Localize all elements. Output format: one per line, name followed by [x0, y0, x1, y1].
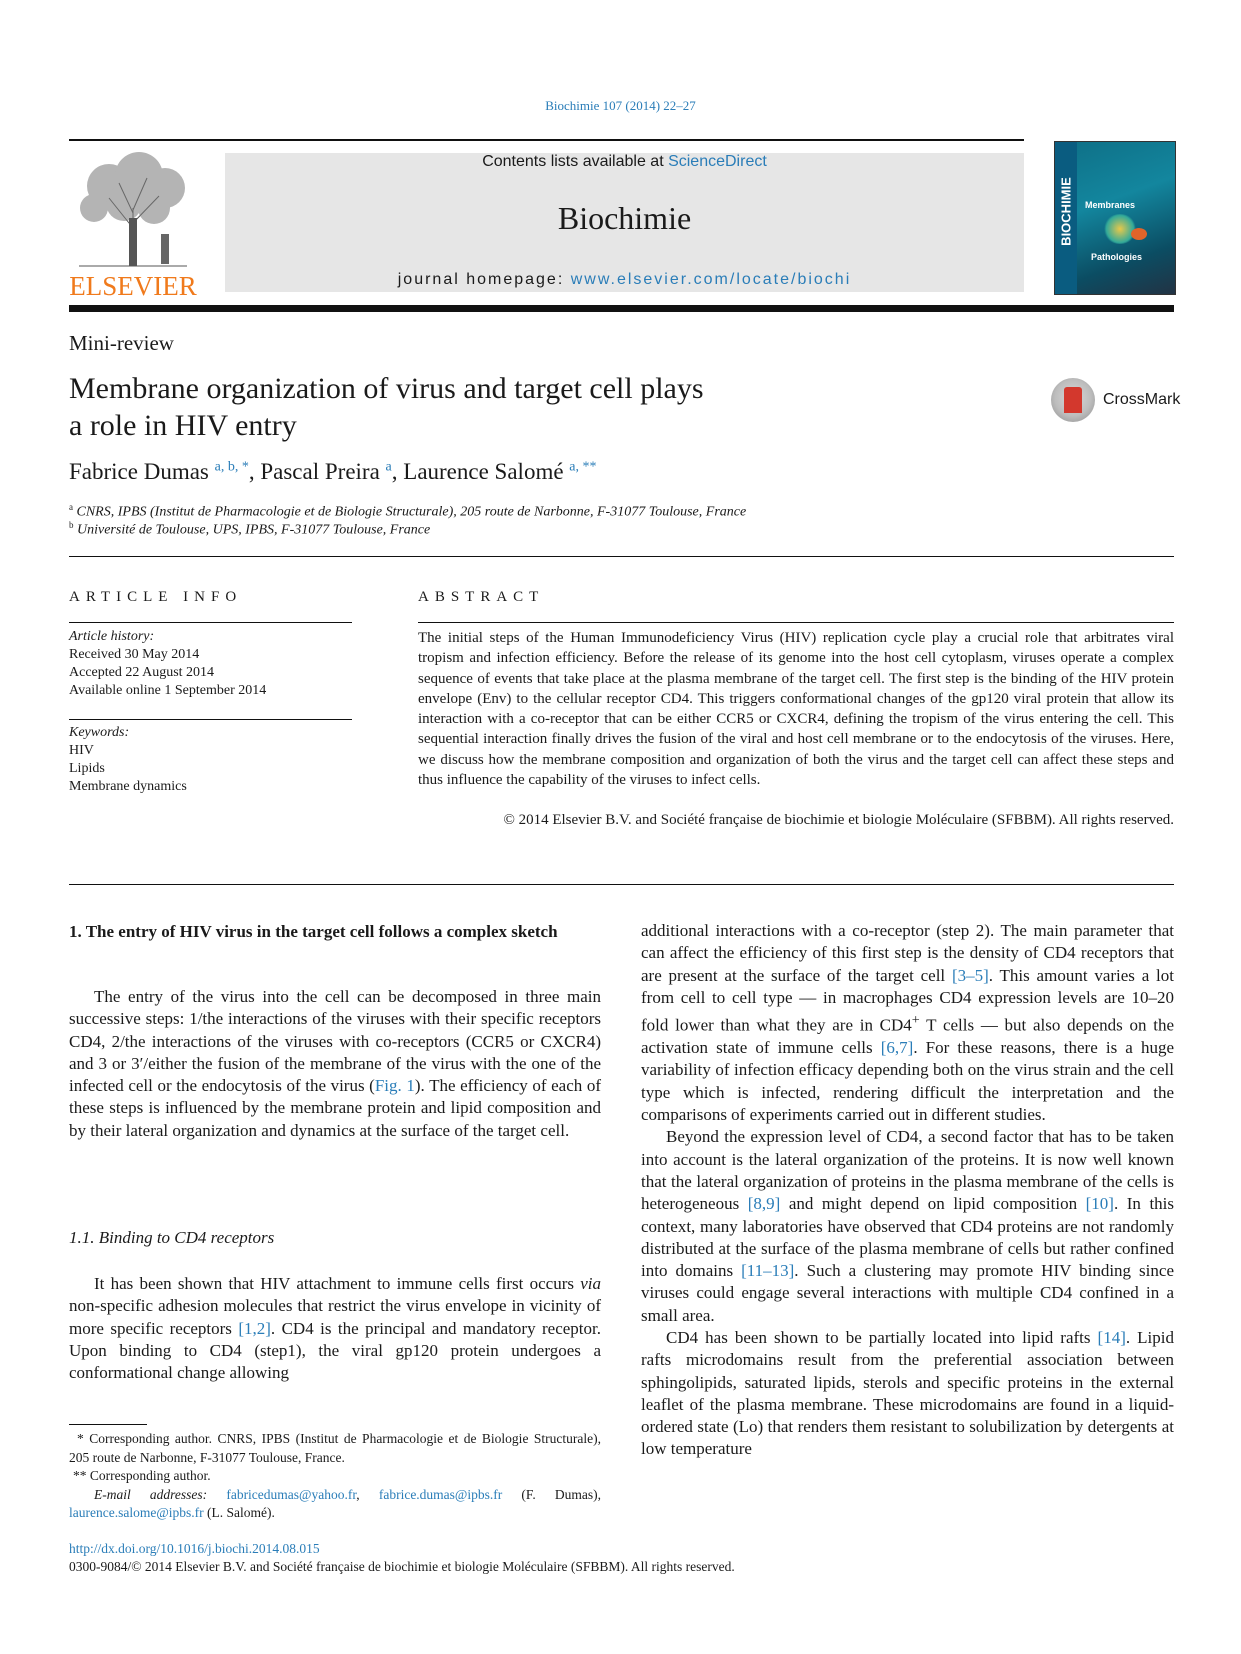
section-rule [69, 556, 1174, 557]
article-title: Membrane organization of virus and target cell plays a role in HIV entry [69, 372, 704, 442]
email-link[interactable]: laurence.salome@ipbs.fr [69, 1505, 204, 1520]
cover-title-bottom: Pathologies [1091, 252, 1143, 262]
subsection-heading: 1.1. Binding to CD4 receptors [69, 1228, 275, 1247]
footnote: * Corresponding author. CNRS, IPBS (Institut de Pharmacologie et de Biologie Structurale), 205 route de Narbonne, F-31077 Toulouse, France. [69, 1431, 601, 1465]
cover-orange-shape [1131, 228, 1147, 240]
article-info-heading: ARTICLE INFO [69, 589, 243, 605]
abstract-rule [418, 622, 1174, 623]
citation-link[interactable]: [3–5] [951, 965, 989, 985]
keyword: Lipids [69, 761, 105, 776]
keyword: HIV [69, 743, 94, 758]
homepage-link[interactable]: www.elsevier.com/locate/biochi [570, 271, 852, 288]
affiliation: $^a$ CNRS, IPBS (Institut de Pharmacologie et de Biologie Structurale), 205 route de Narbonne, F-31077 Toulouse, France [69, 502, 747, 520]
keyword: Membrane dynamics [69, 779, 187, 794]
body-paragraph: The entry of the virus into the cell can be decomposed in three main successive steps: 1/the interactions of the viruses with their specific receptors CD4, 2/the interactions of the viruses with co-receptors (CCR5 or CXCR4) and 3 or 3′/either the fusion of the membrane of the virus with the one of the infected cell or the endocytosis of the virus (Fig. 1). The efficiency of each of these steps is influenced by the membrane protein and lipid composition and by their lateral organization and dynamics at the surface of the target cell. [69, 987, 601, 1140]
author-name: Laurence Salomé [403, 459, 564, 484]
figure-reference-link[interactable]: Fig. 1 [374, 1076, 415, 1096]
history-label: Article history: [69, 629, 155, 644]
author-list: Fabrice Dumas $^{a, b, *}$, Pascal Preira $^a$, Laurence Salomé $^{a, **}$ [69, 459, 597, 484]
body-paragraph: It has been shown that HIV attachment to immune cells first occurs via non-specific adhesion molecules that restrict the virus envelope in vicinity of more specific receptors [1,2]. CD4 is the principal and mandatory receptor. Upon binding to CD4 (step1), the viral gp120 protein undergoes a conformational change allowing [69, 1274, 601, 1383]
right-column [641, 920, 1174, 1461]
header-rule [69, 139, 1024, 141]
journal-cover-image[interactable] [1054, 141, 1176, 295]
citation-link[interactable]: [10] [1085, 1194, 1114, 1214]
sciencedirect-link[interactable]: ScienceDirect [668, 153, 767, 170]
citation-link[interactable]: [8,9] [747, 1194, 781, 1214]
cover-emblem-icon [1103, 214, 1137, 244]
body-rule [69, 884, 1174, 885]
contents-line: Contents lists available at ScienceDirect [482, 153, 767, 170]
cover-title-top: Membranes [1085, 200, 1136, 210]
keywords-label: Keywords: [69, 725, 130, 740]
body-paragraph: CD4 has been shown to be partially located into lipid rafts [14]. Lipid rafts microdomains result from the preferential association between sphingolipids, saturated lipids, sterols and specific proteins in the external leaflet of the plasma membrane. These microdomains are found in a liquid-ordered state (Lo) that renders them resistant to solubilization by detergents at low temperature [641, 1328, 1174, 1459]
footnotes [69, 1430, 601, 1523]
received-date: Received 30 May 2014 [69, 647, 200, 662]
email-link[interactable]: fabrice.dumas@ipbs.fr [378, 1486, 503, 1502]
accepted-date: Accepted 22 August 2014 [69, 665, 215, 680]
author-affiliation-marks[interactable]: a, b, * [214, 459, 249, 475]
citation-link[interactable]: [1,2] [238, 1318, 271, 1338]
section-heading: 1. The entry of HIV virus in the target cell follows a complex sketch [69, 922, 558, 941]
email-footnote: E-mail addresses: fabricedumas@yahoo.fr, fabrice.dumas@ipbs.fr (F. Dumas), laurence.salome@ipbs.fr (L. Salomé). [69, 1486, 601, 1520]
affiliation: $^b$ Université de Toulouse, UPS, IPBS, F-31077 Toulouse, France [69, 520, 431, 538]
article-type: Mini-review [69, 331, 174, 355]
header-thick-rule [69, 305, 1174, 312]
email-link[interactable]: fabricedumas@yahoo.fr [226, 1486, 357, 1502]
abstract-heading: ABSTRACT [418, 589, 545, 605]
elsevier-wordmark: ELSEVIER [69, 271, 197, 301]
homepage-line: journal homepage: www.elsevier.com/locate/biochi [397, 271, 852, 288]
citation-link[interactable]: [6,7] [880, 1038, 914, 1058]
body-paragraph: additional interactions with a co-receptor (step 2). The main parameter that can affect the efficiency of this first step is the density of CD4 receptors that are present at the surface of the target cell [3–5]. This amount varies a lot from cell to cell type — in macrophages CD4 expression levels are 10–20 fold lower than what they are in CD4+ T cells — but also depends on the activation state of immune cells [6,7]. For these reasons, there is a huge variability of infection efficacy depending both on the virus strain and the cell type which is infected, rendering difficult the interpretation and the comparisons of experiments carried out in different studies. [641, 921, 1175, 1125]
author-affiliation-marks[interactable]: a [385, 459, 392, 475]
citation-link[interactable]: [14] [1097, 1328, 1126, 1347]
footnote: ** Corresponding author. [73, 1468, 211, 1483]
author-affiliation-marks[interactable]: a, ** [569, 459, 597, 475]
cover-spine: BIOCHIMIE [1055, 142, 1077, 294]
online-date: Available online 1 September 2014 [69, 683, 267, 698]
journal-reference[interactable]: Biochimie 107 (2014) 22–27 [545, 98, 696, 113]
abstract-text: The initial steps of the Human Immunodeficiency Virus (HIV) replication cycle play a crucial role that arbitrates viral tropism and infection efficiency. Before the release of its genome into the host cell cytoplasm, viruses operate a complex sequence of events that take place at the plasma membrane of the target cell. The first step is the binding of the HIV protein envelope (Env) to the cellular receptor CD4. This triggers conformational changes of the gp120 viral protein that allow its interaction with a co-receptor that can be either CCR5 or CXCR4, defining the tropism of the virus entering the cell. This sequential interaction finally drives the fusion of the viral and host cell membrane or to the endocytosis of the viruses. Here, we discuss how the membrane composition and organization of both the virus and the target cell can affect these steps and thus influence the capability of the viruses to infect cells. [418, 630, 1174, 789]
body-paragraph: Beyond the expression level of CD4, a second factor that has to be taken into account is the lateral organization of the proteins. It is now well known that the lateral organization of proteins in the plasma membrane of the cells is heterogeneous [8,9] and might depend on lipid composition [10]. In this context, many laboratories have observed that CD4 proteins are not randomly distributed at the surface of the plasma membrane of cells but rather confined into domains [11–13]. Such a clustering may promote HIV binding since viruses could engage several interactions with multiple CD4 confined in a small area. [641, 1127, 1175, 1325]
author-name: Pascal Preira [260, 459, 380, 484]
footnote-rule [69, 1424, 147, 1425]
doi-link[interactable]: http://dx.doi.org/10.1016/j.biochi.2014.08.015 [69, 1541, 320, 1556]
citation-link[interactable]: [11–13] [741, 1261, 795, 1281]
info-rule [69, 719, 352, 720]
crossmark-icon [1051, 378, 1095, 422]
abstract-copyright: © 2014 Elsevier B.V. and Société française de biochimie et biologie Moléculaire (SFBBM). All rights reserved. [503, 812, 1174, 828]
info-rule [69, 622, 352, 623]
journal-name: Biochimie [557, 200, 692, 236]
crossmark-badge[interactable]: CrossMark [1051, 378, 1231, 426]
author-name: Fabrice Dumas [69, 459, 209, 484]
issn-copyright: 0300-9084/© 2014 Elsevier B.V. and Société française de biochimie et biologie Moléculaire (SFBBM). All rights reserved. [69, 1559, 735, 1574]
